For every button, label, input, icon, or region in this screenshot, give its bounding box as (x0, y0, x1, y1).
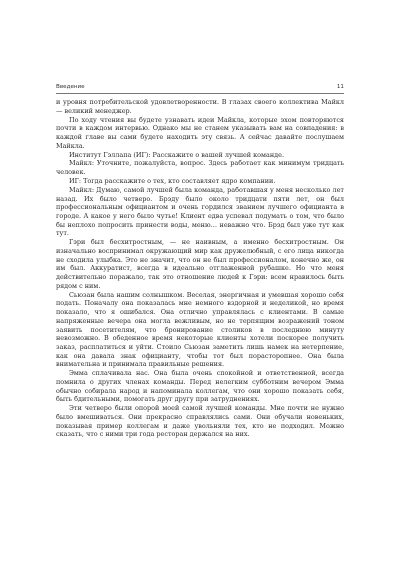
page-header (56, 84, 344, 96)
paragraph: Эти четверо были опорой моей самой лучшей команды. Мне почти не нужно было вмешиваться. Они прекрасно справлялись сами. Они обучали новеньких, показывая пример коллегам и даже увольняли тех, кто не подходил. Можно сказать, что с ними три года ресторан держался на них. (56, 404, 344, 439)
paragraph: Эмма сплачивала нас. Она была очень спокойной и ответственной, всегда помнила о других членах команды. Перед нелегким субботним вечером Эмма обычно собирала народ и напоминала коллегам, что они хорошо показать себя, быть бдительными, помогать друг другу при затруднениях. (56, 369, 344, 404)
paragraph: Майкл: Уточните, пожалуйста, вопрос. Здесь работает как минимум тридцать человек. (56, 159, 344, 177)
paragraph: Сьюзан была нашим солнышком. Веселая, энергичная и умевшая хорошо себя подать. Поначалу она показалась мне немного вздорной и неделикой, но время показало, что я ошибался. Она отлично управлялась с клиентами. В самые напряженные вечера она могла вежливым, но не терпящим возражений тоном заявить посетителям, что бронирование столиков в последнюю минуту невозможно. В обеденное время некоторые клиенты хотели поскорее получить заказ, расплатиться и уйти. Стоило Сьюзан заметить лишь намек на нетерпение, как она давала знак официанту, чтобы тот был порасторопнее. Она была внимательна и принимала правильные решения. (56, 290, 344, 369)
paragraph: Гэри был бесхитростным, — не наивным, а именно бесхитростным. Он изначально воспринимал окружающий мир как дружелюбный, с его лица никогда не сходила улыбка. Это не значит, что он не был профессионалом, конечно же, он им был. Аккуратист, всегда в идеально отглаженной рубашке. Но что меня действительно поражало, так это отношение людей к Гэри: всем нравилось быть рядом с ним. (56, 238, 344, 290)
paragraph: По ходу чтения вы будете узнавать идеи Майкла, которые эхом повторяются почти в каждом интервью. Однако мы не станем указывать вам на совпадения: в каждой главе вы сами будете находить эту связь. А сейчас давайте послушаем Майкла. (56, 115, 344, 150)
header-rule (56, 93, 344, 94)
paragraph: ИГ: Тогда расскажите о тех, кто составляет ядро компании. (69, 177, 276, 186)
paragraph: Майкл: Думаю, самой лучшей была команда, работавшая у меня несколько лет назад. Их было четверо. Брэду было около тридцати пяти лет, он был профессиональным официантом и очень гордился званием лучшего официанта в городе. А какое у него было чутье! Клиент едва успевал подумать о том, что было бы неплохо попросить принести воды, меню… неважно что. Брэд был уже тут как тут. (56, 185, 344, 238)
body-text (56, 98, 344, 439)
paragraph: и уровня потребительской удовлетворенности. В глазах своего коллектива Майкл — великий менеджер. (56, 98, 344, 115)
running-head-section: Введение (56, 84, 85, 90)
page-number: 11 (336, 84, 344, 90)
paragraph: Институт Гэллапа (ИГ): Расскажите о вашей лучшей команде. (69, 150, 284, 159)
